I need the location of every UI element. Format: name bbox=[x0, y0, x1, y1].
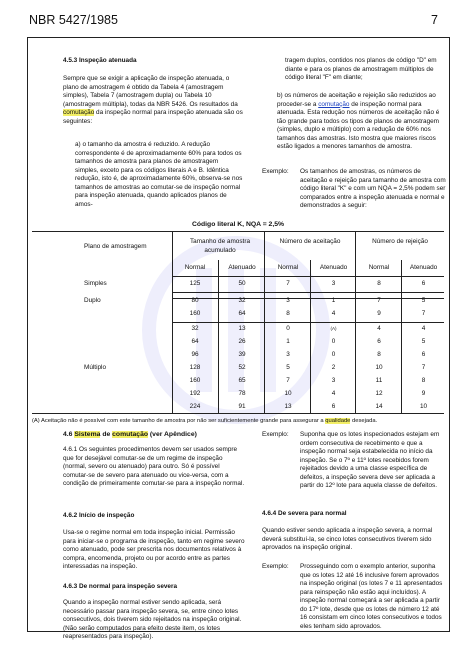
example-text: Os tamanhos de amostras, os números de aceitação e rejeição para tamanho de amostra com código literal "K" e com um NQA = 2,5% podem ser comparados entre a inspeção atenuada e normal e demonstrados a seguir: bbox=[300, 168, 446, 209]
item-a: a) o tamanho da amostra é reduzido. A redução correspondente é de aproximadamente 60% para todos os tamanhos de amostra para planos de amostragem simples, exceto para os códigos literais A e B. Idêntica redução, isto é, de aproximadamente 60%, observa-se nos tamanhos de amostras ao comutar-se de inspeção normal para inspeção atenuada, quando aplicados planos de amos- bbox=[75, 141, 243, 208]
table-cell-rn: 9 bbox=[377, 310, 381, 317]
table-top-rule bbox=[32, 231, 444, 232]
table-cell-ra: 7 bbox=[421, 364, 426, 371]
col-header-size: Tamanho de amostra acumulado bbox=[189, 238, 251, 254]
table-cell-an: 13 bbox=[284, 403, 292, 410]
table-cell-ra: 5 bbox=[421, 338, 426, 345]
example-label: Exemplo: bbox=[262, 168, 289, 175]
example-2-text: Prosseguindo com o exemplo anterior, suponha que os lotes 12 até 16 inclusive forem aprovados na inspeção original (os lotes 7 e 11 apresentados para reinspeção não estão aqui incluídos). A inspeção normal começará a ser aplicada a partir do 17º lote, desde que os lotes de número 12 até 16 consistam em cinco lotes consecutivos e todos eles tenham sido aprovados. bbox=[300, 563, 443, 630]
table-cell-sa: 64 bbox=[238, 310, 246, 317]
table-cell-ra: 6 bbox=[421, 351, 426, 358]
table-col-rule-3 bbox=[355, 231, 356, 413]
table-sub-rule bbox=[172, 276, 444, 277]
highlight-comutacao: comutação bbox=[63, 109, 95, 116]
sub-header-attenuated: Atenuado bbox=[409, 264, 438, 271]
section-461: 4.6.1 Os seguintes procedimentos devem ser usados sempre que for desejável comutar-se de um regime de inspeção (normal, severo ou atenuado) para outro. Só é possível comutar-se de severo para atenuado ou vice-versa, com a condição de primeiramente comutar-se para a inspeção normal. bbox=[63, 446, 245, 487]
table-cell-rn: 10 bbox=[375, 364, 383, 371]
table-cell-an: 10 bbox=[284, 390, 292, 397]
table-head-rule bbox=[172, 292, 444, 293]
table-cell-ra: 9 bbox=[421, 390, 426, 397]
table-col-rule-6 bbox=[401, 260, 402, 413]
example-2-label: Exemplo: bbox=[262, 563, 289, 570]
example-1-text: Suponha que os lotes inspecionados estejam em ordem consecutiva de recebimento e que a inspeção normal seja estabelecida no início da inspeção. Se o 7º e 11º lotes recebidos forem rejeitados devido a uma classe específica de defeitos, a inspeção severa deve ser aplicada a partir do 12º lote para aquela classe de defeitos. bbox=[300, 431, 440, 489]
table-cell-an: 0 bbox=[286, 325, 290, 332]
table-cell-aa: 3 bbox=[331, 280, 336, 287]
table-cell-an: 1 bbox=[286, 338, 290, 345]
table-bottom-rule bbox=[32, 413, 444, 414]
section-462-title: 4.6.2 Início de inspeção bbox=[63, 512, 135, 519]
table-cell-sn: 160 bbox=[189, 310, 201, 317]
table-cell-sn: 96 bbox=[191, 351, 199, 358]
table-cell-rn: 8 bbox=[377, 351, 381, 358]
table-cell-rn: 6 bbox=[377, 338, 381, 345]
table-cell-ra: 6 bbox=[421, 280, 426, 287]
table-col-rule-2 bbox=[264, 231, 265, 413]
table-cell-rn: 7 bbox=[377, 297, 381, 304]
table-cell-aa: 0 bbox=[331, 351, 336, 358]
table-cell-sa: 32 bbox=[238, 297, 246, 304]
table-cell-ra: 5 bbox=[421, 297, 426, 304]
table-cell-aa: 6 bbox=[331, 403, 336, 410]
table-cell-rn: 8 bbox=[377, 280, 381, 287]
table-col-rule-5 bbox=[310, 260, 311, 413]
table-cell-sn: 192 bbox=[189, 390, 201, 397]
table-cell-sn: 64 bbox=[191, 338, 199, 345]
table-cell-sn: 160 bbox=[189, 377, 201, 384]
example-1-label: Exemplo: bbox=[262, 431, 289, 438]
sub-header-normal: Normal bbox=[277, 264, 299, 271]
table-cell-sa: 26 bbox=[238, 338, 246, 345]
row-plan-label: Múltiplo bbox=[84, 364, 107, 371]
table-cell-sa: 39 bbox=[238, 351, 246, 358]
table-cell-sn: 80 bbox=[191, 297, 199, 304]
table-cell-aa: 0 bbox=[331, 338, 336, 345]
table-cell-sn: 32 bbox=[191, 325, 199, 332]
table-cell-aa: (A) bbox=[330, 326, 337, 331]
section-464: Quando estiver sendo aplicada a inspeção severa, a normal deverá substituí-la, se cinco lotes consecutivos tiverem sido aprovados na inspeção original. bbox=[262, 527, 433, 551]
table-cell-aa: 1 bbox=[331, 297, 336, 304]
table-cell-sa: 65 bbox=[238, 377, 246, 384]
table-cell-sn: 125 bbox=[189, 280, 201, 287]
table-col-rule-4 bbox=[218, 260, 219, 413]
link-comutacao[interactable]: comutação bbox=[318, 100, 350, 108]
table-cell-sa: 91 bbox=[238, 403, 246, 410]
col-header-rejection: Número de rejeição bbox=[372, 238, 428, 245]
table-cell-an: 7 bbox=[286, 280, 290, 287]
table-cell-sa: 52 bbox=[238, 364, 246, 371]
table-col-rule-1 bbox=[172, 231, 173, 413]
col-header-plan: Plano de amostragem bbox=[84, 243, 147, 250]
col-header-acceptance: Número de aceitação bbox=[279, 238, 341, 245]
table-cell-ra: 7 bbox=[421, 310, 426, 317]
table-cell-ra: 4 bbox=[421, 325, 426, 332]
table-cell-an: 8 bbox=[286, 310, 290, 317]
sub-header-normal: Normal bbox=[184, 264, 206, 271]
row-plan-label: Simples bbox=[84, 280, 107, 287]
table-cell-rn: 11 bbox=[375, 377, 383, 384]
section-463: Quando a inspeção normal estiver sendo aplicada, será necessário passar para inspeção severa, se, entre cinco lotes consecutivos, dois tiverem sido rejeitados na inspeção original. (Não serão computados para efeito deste item, os lotes reapresentados para inspeção). bbox=[63, 599, 242, 640]
table-cell-an: 5 bbox=[286, 364, 290, 371]
table-cell-sa: 50 bbox=[238, 280, 246, 287]
table-cell-aa: 4 bbox=[331, 310, 336, 317]
item-a-continuation: tragem duplos, contidos nos planos de código "D" em diante e para os planos de amostragem múltiplos de código literal "F" em diante; bbox=[285, 57, 437, 81]
table-cell-rn: 12 bbox=[375, 390, 383, 397]
section-453-title: 4.5.3 Inspeção atenuada bbox=[63, 57, 137, 64]
table-cell-sn: 128 bbox=[189, 364, 201, 371]
row-plan-label: Duplo bbox=[84, 297, 101, 304]
table-cell-aa: 2 bbox=[331, 364, 336, 371]
sub-header-attenuated: Atenuado bbox=[228, 264, 256, 271]
section-464-title: 4.6.4 De severa para normal bbox=[262, 510, 347, 517]
sub-header-attenuated: Atenuado bbox=[319, 264, 348, 271]
section-453-paragraph: Sempre que se exigir a aplicação de inspeção atenuada, o plano de amostragem é obtido da Tabela 4 (amostragem simples), Tabela 7 (amostragem dupla) ou Tabela 10 (amostragem múltipla), todas da NBR 5426. Os resultados da comutação da inspeção normal para inspeção atenuada são os seguintes: bbox=[63, 75, 243, 125]
table-cell-rn: 14 bbox=[375, 403, 383, 410]
table-cell-an: 7 bbox=[286, 377, 290, 384]
table-title: Código literal K, NQA = 2,5% bbox=[191, 221, 285, 228]
section-463-title: 4.6.3 De normal para inspeção severa bbox=[63, 583, 178, 590]
table-cell-aa: 4 bbox=[331, 390, 336, 397]
table-cell-rn: 4 bbox=[377, 325, 381, 332]
table-cell-sn: 224 bbox=[189, 403, 201, 410]
table-row-rule-2 bbox=[172, 322, 444, 323]
table-footnote: (A) Aceitação não é possível com este tamanho de amostra por não ser suficientemente grande para assegurar a qualidade desejada. bbox=[32, 418, 378, 424]
page-number: 7 bbox=[431, 13, 438, 27]
document-code: NBR 5427/1985 bbox=[29, 13, 118, 27]
table-cell-ra: 8 bbox=[421, 377, 426, 384]
table-cell-an: 3 bbox=[286, 297, 290, 304]
table-cell-aa: 3 bbox=[331, 377, 336, 384]
table-cell-ra: 10 bbox=[419, 403, 428, 410]
section-462: Usa-se o regime normal em toda inspeção inicial. Permissão para iniciar-se o programa de inspeção, tanto em regime severo como atenuado, pode ser prescrita nos documentos relativos à compra, encomenda, projeto ou por acordo entre as partes interessadas na inspeção. bbox=[63, 529, 245, 570]
section-46-title: 4.6 Sistema de comutação (ver Apêndice) bbox=[63, 431, 197, 438]
sub-header-normal: Normal bbox=[368, 264, 390, 271]
table-cell-sa: 78 bbox=[238, 390, 246, 397]
table-cell-an: 3 bbox=[286, 351, 290, 358]
table-cell-sa: 13 bbox=[238, 325, 246, 332]
item-b: b) os números de aceitação e rejeição são reduzidos ao proceder-se a comutação de inspeção normal para atenuada. Esta redução nos números de aceitação não é tão grande para todos os tipos de planos de amostragem (simples, duplo e múltiplo) com a redução de 60% nos tamanhos das amostras. Isto mostra que maiores riscos estão ligados a menores tamanhos de amostra. bbox=[277, 92, 440, 150]
